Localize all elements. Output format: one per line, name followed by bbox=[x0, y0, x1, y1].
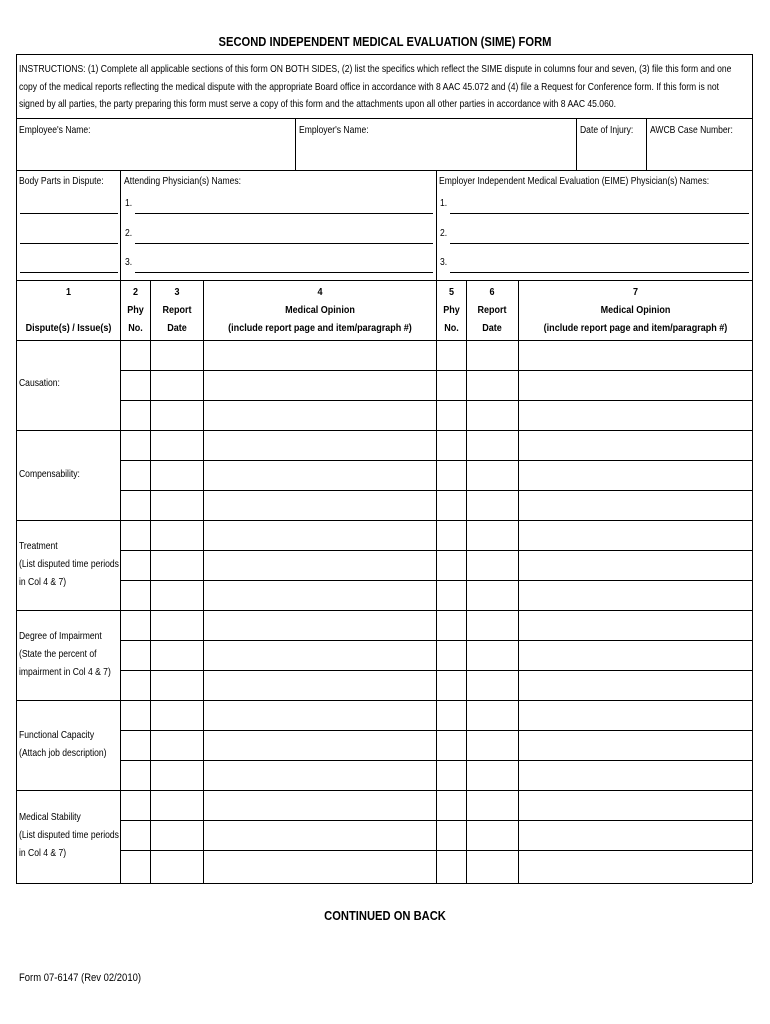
issue-group-divider bbox=[16, 430, 752, 431]
issue-medical-stability-note: (List disputed time periods bbox=[19, 830, 119, 841]
attending-physicians-label: Attending Physician(s) Names: bbox=[124, 176, 242, 187]
col2-line1: Phy bbox=[127, 304, 144, 316]
instructions-line: copy of the medical reports reflecting the medical dispute with the appropriate Board office in accordance with 8 AAC 45.072 and (4) file a Request for Conference form. If this form is not bbox=[19, 81, 720, 93]
issue-group-divider bbox=[16, 520, 752, 521]
entry-row-divider bbox=[120, 580, 752, 581]
divider bbox=[436, 170, 437, 280]
frame-bottom bbox=[16, 883, 752, 884]
col4-line1: Medical Opinion bbox=[285, 304, 355, 316]
body-parts-label: Body Parts in Dispute: bbox=[19, 176, 104, 187]
col1-number: 1 bbox=[65, 286, 72, 298]
entry-row-divider bbox=[120, 550, 752, 551]
issue-group-divider bbox=[16, 610, 752, 611]
col7-number: 7 bbox=[632, 286, 639, 298]
attending-number: 1. bbox=[125, 198, 133, 209]
employee-name-label: Employee's Name: bbox=[19, 125, 91, 136]
issue-group-divider bbox=[16, 790, 752, 791]
divider bbox=[120, 170, 121, 280]
date-of-injury-label: Date of Injury: bbox=[580, 125, 634, 136]
employee-name-field[interactable] bbox=[17, 140, 295, 169]
col3-line1: Report bbox=[162, 304, 192, 316]
attending-number: 3. bbox=[125, 257, 133, 268]
instructions bbox=[19, 61, 741, 114]
divider bbox=[16, 170, 752, 171]
frame-left bbox=[16, 54, 17, 883]
issue-medical-stability-note: in Col 4 & 7) bbox=[19, 848, 67, 859]
entry-row-divider bbox=[120, 760, 752, 761]
issue-medical-stability: Medical Stability bbox=[19, 812, 81, 823]
eime-number: 2. bbox=[440, 228, 448, 239]
eime-physician-line-2[interactable] bbox=[450, 243, 749, 244]
col5-number: 5 bbox=[448, 286, 455, 298]
eime-number: 1. bbox=[440, 198, 448, 209]
attending-physician-line-2[interactable] bbox=[135, 243, 433, 244]
col6-line1: Report bbox=[477, 304, 507, 316]
continued-on-back: CONTINUED ON BACK bbox=[324, 908, 446, 923]
issue-treatment-note: (List disputed time periods bbox=[19, 559, 119, 570]
eime-physician-line-3[interactable] bbox=[450, 272, 749, 273]
issue-functional-capacity-note: (Attach job description) bbox=[19, 748, 107, 759]
attending-physician-line-3[interactable] bbox=[135, 272, 433, 273]
col7-line2: (include report page and item/paragraph #) bbox=[543, 322, 728, 334]
body-part-line[interactable] bbox=[20, 243, 118, 244]
header-divider bbox=[16, 340, 752, 341]
entry-row-divider bbox=[120, 400, 752, 401]
eime-physician-line-1[interactable] bbox=[450, 213, 749, 214]
issue-causation: Causation: bbox=[19, 378, 60, 389]
entry-row-divider bbox=[120, 820, 752, 821]
eime-number: 3. bbox=[440, 257, 448, 268]
col1-label: Dispute(s) / Issue(s) bbox=[25, 322, 112, 334]
col4-line2: (include report page and item/paragraph #) bbox=[228, 322, 412, 334]
issue-degree-of-impairment: Degree of Impairment bbox=[19, 631, 102, 642]
body-part-line[interactable] bbox=[20, 272, 118, 273]
attending-physician-line-1[interactable] bbox=[135, 213, 433, 214]
employer-name-label: Employer's Name: bbox=[299, 125, 369, 136]
attending-number: 2. bbox=[125, 228, 133, 239]
instructions-line: signed by all parties, the party preparing this form must serve a copy of this form and the attachments upon all other parties in accordance with 8 AAC 45.060. bbox=[19, 99, 616, 110]
issue-functional-capacity: Functional Capacity bbox=[19, 730, 95, 741]
col2-number: 2 bbox=[132, 286, 139, 298]
issue-impairment-note: (State the percent of bbox=[19, 649, 97, 660]
col6-line2: Date bbox=[482, 322, 502, 334]
awcb-case-number-field[interactable] bbox=[647, 140, 752, 169]
issue-impairment-note: impairment in Col 4 & 7) bbox=[19, 667, 111, 678]
col3-number: 3 bbox=[174, 286, 180, 298]
form-number: Form 07-6147 (Rev 02/2010) bbox=[19, 972, 141, 984]
employer-name-field[interactable] bbox=[296, 140, 576, 169]
body-part-line[interactable] bbox=[20, 213, 118, 214]
divider bbox=[16, 280, 752, 281]
col7-line1: Medical Opinion bbox=[600, 304, 671, 316]
col5-line2: No. bbox=[444, 322, 459, 334]
issue-compensability: Compensability: bbox=[19, 469, 80, 480]
date-of-injury-field[interactable] bbox=[577, 140, 646, 169]
awcb-case-number-label: AWCB Case Number: bbox=[650, 125, 733, 136]
instructions-line: INSTRUCTIONS: (1) Complete all applicable sections of this form ON BOTH SIDES, (2) list the specifics which reflect the SIME dispute in columns four and seven, (3) file this form and one bbox=[19, 64, 732, 75]
col3-line2: Date bbox=[167, 322, 187, 334]
col6-number: 6 bbox=[489, 286, 495, 298]
entry-row-divider bbox=[120, 370, 752, 371]
issue-treatment: Treatment bbox=[19, 541, 58, 552]
form-title: SECOND INDEPENDENT MEDICAL EVALUATION (SIME) FORM bbox=[218, 34, 552, 49]
col5-line1: Phy bbox=[443, 304, 460, 316]
entry-row-divider bbox=[120, 640, 752, 641]
issue-group-divider bbox=[16, 700, 752, 701]
eime-physicians-label: Employer Independent Medical Evaluation (EIME) Physician(s) Names: bbox=[439, 176, 710, 187]
divider bbox=[16, 118, 752, 119]
issue-treatment-note: in Col 4 & 7) bbox=[19, 577, 67, 588]
entry-row-divider bbox=[120, 490, 752, 491]
col2-line2: No. bbox=[128, 322, 143, 334]
entry-row-divider bbox=[120, 460, 752, 461]
entry-row-divider bbox=[120, 730, 752, 731]
entry-row-divider bbox=[120, 850, 752, 851]
entry-row-divider bbox=[120, 670, 752, 671]
frame-right bbox=[752, 54, 753, 883]
frame-top bbox=[16, 54, 752, 55]
col4-number: 4 bbox=[317, 286, 323, 298]
